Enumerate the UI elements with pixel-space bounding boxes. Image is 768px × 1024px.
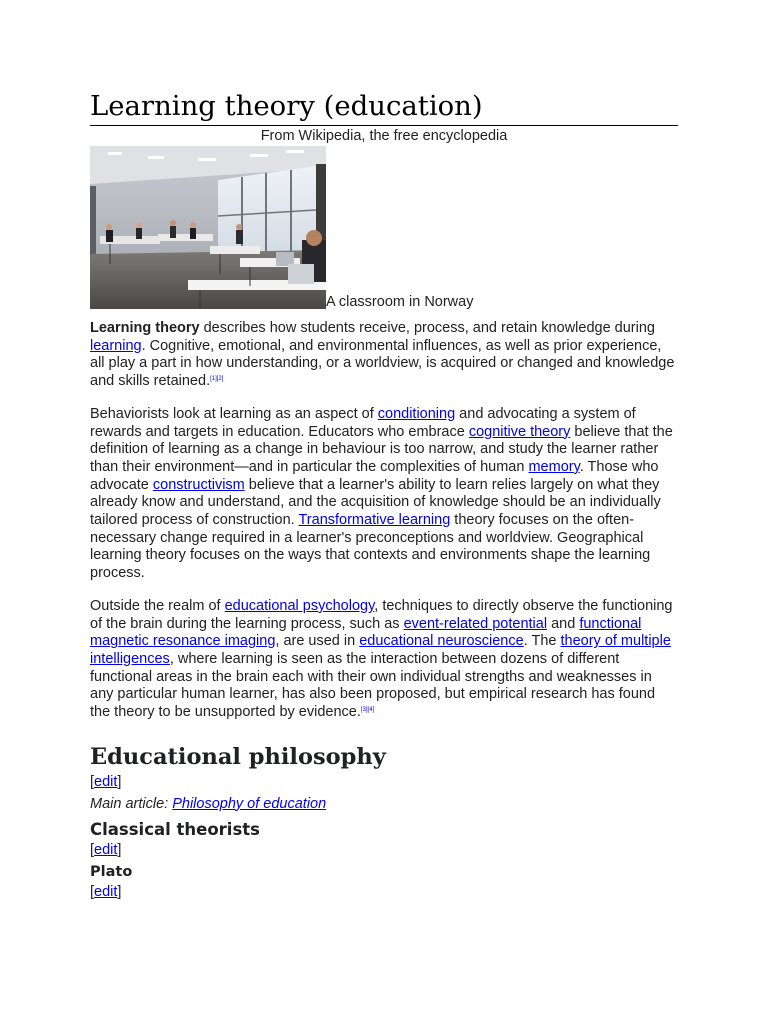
text-run: and xyxy=(547,615,580,632)
article xyxy=(90,88,678,902)
bracket: [ xyxy=(90,773,95,790)
text-run: , techniques to directly observe the functioning of the brain during the learning process, such as xyxy=(90,597,673,632)
hatnote-prefix: Main article: xyxy=(90,795,173,812)
text-run: and advocating a system of rewards and targets in education. Educators who embrace xyxy=(90,405,636,440)
neuroscience-paragraph xyxy=(90,598,678,722)
link-educational-neuroscience[interactable]: educational neuroscience xyxy=(359,633,524,650)
behaviorism-paragraph xyxy=(90,406,678,583)
reference-superscript[interactable]: [1][2] xyxy=(210,376,224,383)
link-cognitive-theory[interactable]: cognitive theory xyxy=(468,423,571,440)
bracket: ] xyxy=(117,773,122,790)
link-conditioning[interactable]: conditioning xyxy=(377,405,456,422)
edit-section-classical xyxy=(90,841,678,860)
link-constructivism[interactable]: constructivism xyxy=(152,476,245,493)
bracket: ] xyxy=(117,883,122,900)
text-run: , are used in xyxy=(275,633,360,650)
section-heading-classical-theorists: Classical theorists xyxy=(90,819,260,839)
text-run: believe that a learner's ability to learn relies largely on what they already know and understand, and the acquisition of knowledge should be an individually tailored process of construction. xyxy=(90,476,661,529)
text-run: . Those who advocate xyxy=(90,458,659,493)
link-event-related-potential[interactable]: event-related potential xyxy=(403,615,548,632)
text-run: Behaviorists look at learning as an aspect of xyxy=(90,405,378,422)
intro-paragraph xyxy=(90,320,678,391)
reference-superscript[interactable]: [3][4] xyxy=(360,707,375,714)
main-article-hatnote xyxy=(90,795,678,814)
edit-section-plato xyxy=(90,883,678,902)
section-heading-plato: Plato xyxy=(90,863,133,880)
site-tagline: From Wikipedia, the free encyclopedia xyxy=(260,128,508,144)
text-run: Outside the realm of xyxy=(90,597,225,614)
link-fmri[interactable]: functional magnetic resonance imaging xyxy=(90,615,642,650)
edit-link[interactable]: edit xyxy=(94,883,118,900)
link-multiple-intelligences[interactable]: theory of multiple intelligences xyxy=(90,633,671,667)
link-learning[interactable]: learning xyxy=(90,337,142,354)
lead-figure xyxy=(90,146,678,309)
text-run: , where learning is seen as the interaction between dozens of different functional areas in the brain each with their own individual strengths and weaknesses in any particular human learner, has also been proposed, but empirical research has found the theory to be unsupported by evidence. xyxy=(90,650,656,721)
bracket: ] xyxy=(117,841,122,858)
page-title: Learning theory (education) xyxy=(90,88,678,126)
edit-section-philosophy xyxy=(90,773,678,792)
edit-link[interactable]: edit xyxy=(94,773,118,790)
text-run: . Cognitive, emotional, and environmental influences, as well as prior experience, all play a part in how understanding, or a worldview, is acquired or changed and knowledge and skills retained. xyxy=(90,337,675,390)
text-run: describes how students receive, process, and retain knowledge during xyxy=(199,320,655,336)
classroom-photo xyxy=(90,146,326,309)
image-caption: A classroom in Norway xyxy=(326,294,474,310)
link-philosophy-of-education[interactable]: Philosophy of education xyxy=(172,795,327,812)
bold-term: Learning theory xyxy=(90,320,200,336)
section-heading-educational-philosophy: Educational philosophy xyxy=(90,743,386,770)
edit-link[interactable]: edit xyxy=(94,841,118,858)
text-run: believe that the definition of learning as a change in behaviour is too narrow, and study the learner rather than their environment—and in particular the complexities of human xyxy=(90,423,673,475)
text-run: . The xyxy=(523,633,561,650)
text-run: theory focuses on the often-necessary change required in a learner's preconceptions and worldview. Geographical learning theory focuses on the ways that contexts and environments shape the learning process. xyxy=(90,512,651,582)
bracket: [ xyxy=(90,883,95,900)
bracket: [ xyxy=(90,841,95,858)
link-educational-psychology[interactable]: educational psychology xyxy=(224,597,375,614)
link-transformative-learning[interactable]: Transformative learning xyxy=(298,512,451,529)
link-memory[interactable]: memory xyxy=(528,458,580,475)
